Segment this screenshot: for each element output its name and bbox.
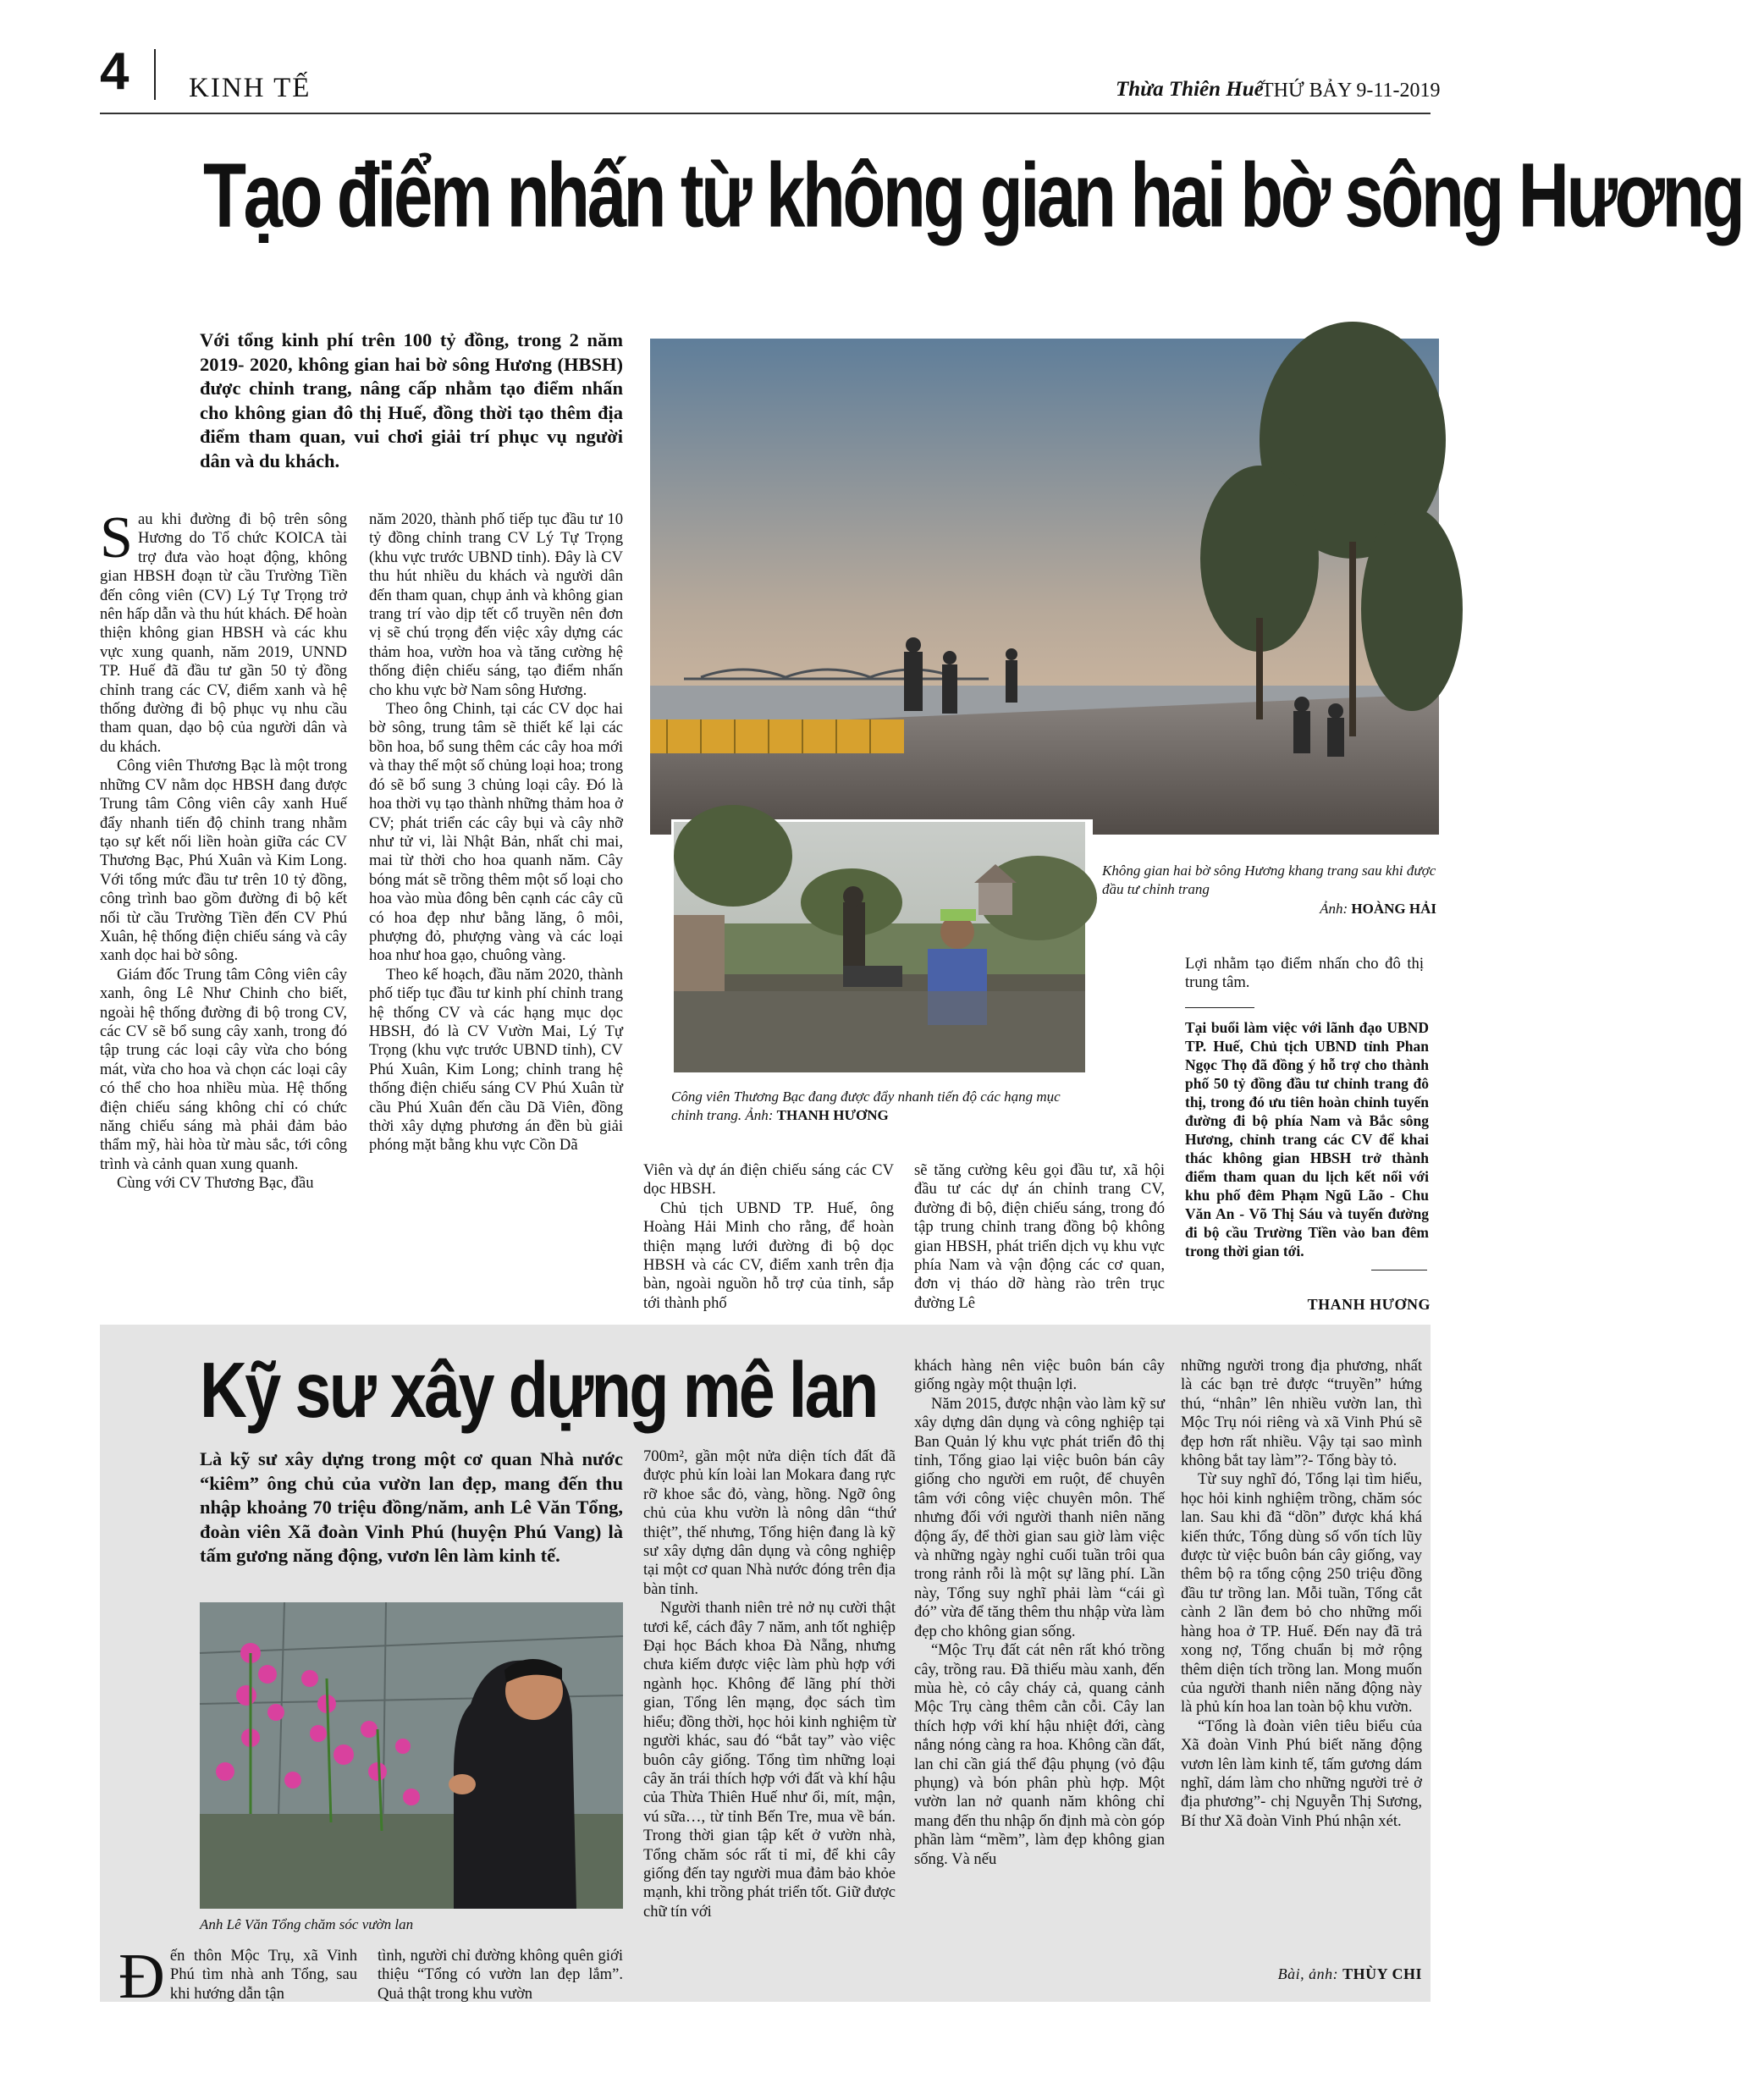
newspaper-name: Thừa Thiên Huế [1116, 78, 1264, 101]
article2-col3-paragraph-2: Người thanh niên trẻ nở nụ cười thật tươi kể, cách đây 7 năm, anh tốt nghiệp Đại học Bách khoa Đà Nẵng, nhưng chưa kiếm được việc làm phù hợp với ngành học. Không để lãng phí thời gian, Tổng lên mạng, đọc sách tìm hiểu; đồng thời, học hỏi kinh nghiệm từ người khác, sau đó “bắt tay” vào việc buôn cây giống. Tổng tìm những loại cây ăn trái thích hợp với đất và khí hậu của Thừa Thiên Huế như ổi, mít, mận, vú sữa…, từ tỉnh Bến Tre, mua về bán. Trong thời gian tập kết ở vườn nhà, Tổng chăm sóc rất tỉ mỉ, để khi cây giống đến tay người mua đảm bảo khỏe mạnh, khi trồng phát triển tốt. Giữ được chữ tín với [643, 1599, 896, 1921]
article2-column-4 [914, 1357, 1165, 1869]
article2-col5-paragraph-2: Từ suy nghĩ đó, Tổng lại tìm hiểu, học hỏi kinh nghiệm trồng, chăm sóc lan. Sau khi đã “dồn” được khá khá kiến thức, Tổng dùng số vốn tích lũy được từ việc buôn bán cây giống, vay thêm bộ ra tổng cộng 250 triệu đồng đầu tư trồng lan. Mỗi tuần, Tổng cắt cành 2 lần đem bỏ cho những mối hàng hoa ở TP. Huế. Đến nay đã trả xong nợ, Tổng chuẩn bị mở rộng thêm diện tích trồng lan. Mong muốn của người thanh niên năng động này là phủ kín hoa lan toàn bộ khu vườn. [1181, 1470, 1422, 1717]
article2-column-5 [1181, 1357, 1422, 1831]
article2-col4-paragraph-2: Năm 2015, được nhận vào làm kỹ sư xây dựng dân dụng và công nghiệp tại Ban Quản lý khu vực phát triển đô thị tỉnh, Tổng giao lại việc buôn bán cây giống cho người em ruột, để chuyên tâm với công việc chuyên môn. Thế nhưng đối với người thanh niên năng động ấy, để thời gian sau giờ làm việc và những ngày nghỉ cuối tuần trôi qua trong rảnh rỗi là một sự lãng phí. Lần này, Tổng suy nghĩ phải làm “cái gì đó” vừa để tăng thêm thu nhập vừa làm đẹp cho không gian sống. [914, 1394, 1165, 1640]
page-number: 4 [100, 42, 130, 101]
article1-column-3 [643, 1161, 894, 1313]
article2-byline: THÙY CHI [1342, 1965, 1422, 1982]
article2-lede: Là kỹ sư xây dựng trong một cơ quan Nhà nước “kiêm” ông chủ của vườn lan đẹp, mang đến thu nhập khoảng 70 triệu đồng/năm, anh Lê Văn Tổng, đoàn viên Xã đoàn Vinh Phú (huyện Phú Vang) là tấm gương năng động, vươn lên làm kinh tế. [200, 1448, 623, 1566]
article1-column-5 [1185, 955, 1424, 993]
article1-col1-paragraph-3: Giám đốc Trung tâm Công viên cây xanh, ông Lê Như Chinh cho biết, ngoài hệ thống đường đi bộ trong CV, các CV sẽ bổ sung cây xanh, trong đó tập trung các loại cây vừa cho bóng mát, vừa cho hoa và chọn các loại cây có thể cho hoa nhiều mùa. Hệ thống điện chiếu sáng không chỉ có chức năng chiếu sáng mà phải đảm bảo thẩm mỹ, hài hòa từ màu sắc, tới công trình và cảnh quan xung quanh. [100, 965, 347, 1173]
river-photo-credit-line [1253, 900, 1436, 918]
note-rule-top [1185, 1007, 1254, 1008]
article2-col1-paragraph-1 [119, 1941, 357, 2012]
river-photo-caption: Không gian hai bờ sông Hương khang trang sau khi được đầu tư chỉnh trang [1102, 863, 1436, 897]
park-photo-caption [671, 1088, 1086, 1125]
header-rule [100, 113, 1431, 114]
article2-title: Kỹ sư xây dựng mê lan [200, 1347, 877, 1435]
park-workers-illustration [674, 822, 1085, 1072]
article2-dropcap: Đ [119, 1941, 165, 2012]
article1-column-4 [914, 1161, 1165, 1313]
orchid-farmer-illustration [200, 1602, 623, 1909]
river-promenade-illustration [650, 339, 1439, 835]
article1-column-2 [369, 510, 623, 1155]
orchid-photo-caption: Anh Lê Văn Tổng chăm sóc vườn lan [200, 1916, 414, 1932]
article1-title: Tạo điểm nhấn từ không gian hai bờ sông Hương [203, 145, 1742, 246]
article2-col5-paragraph-3: “Tổng là đoàn viên tiêu biểu của Xã đoàn Vinh Phú biết năng động vươn lên làm kinh tế, tấm gương dám nghĩ, dám làm cho những người trẻ ở địa phương”- chị Nguyễn Thị Sương, Bí thư Xã đoàn Vinh Phú nhận xét. [1181, 1717, 1422, 1830]
article2-column-3 [643, 1447, 896, 1921]
thuong-bac-park-photo [671, 819, 1093, 1080]
article1-col1-paragraph-1 [100, 505, 347, 757]
article1-column-1 [100, 505, 347, 1193]
article1-dropcap: S [100, 505, 133, 570]
article2-col2-paragraph-1: tình, người chỉ đường không quên giới thiệu “Tổng có vườn lan đẹp lắm”. Quả thật trong khu vườn [378, 1947, 623, 2003]
article2-col5-paragraph-1: những người trong địa phương, nhất là các bạn trẻ được “truyền” hứng thú, “nhân” lên nhiều vườn lan, thì Mộc Trụ nói riêng và xã Vinh Phú sẽ đẹp hơn rất nhiều. Vậy tại sao mình không bắt tay làm”?- Tổng bày tỏ. [1181, 1357, 1422, 1470]
article1-col1-p1-text: au khi đường đi bộ trên sông Hương do Tổ chức KOICA tài trợ đưa vào hoạt động, không gian HBSH đoạn từ cầu Trường Tiền đến công viên (CV) Lý Tự Trọng trở nên hấp dẫn và thu hút khách. Để hoàn thiện không gian HBSH và các khu vực xung quanh, năm 2019, UNND TP. Huế đã đầu tư gần 50 tỷ đồng chỉnh trang các CV, điểm xanh và hệ thống đường đi bộ phục vụ nhu cầu tham quan, dạo bộ của người dân và du khách. [100, 510, 347, 756]
park-photo-credit-prefix: Ảnh: [745, 1107, 774, 1123]
article2-byline-prefix: Bài, ảnh: [1277, 1965, 1339, 1982]
river-photo-credit: HOÀNG HẢI [1351, 901, 1436, 917]
issue-date: THỨ BẢY 9-11-2019 [1261, 80, 1441, 102]
article1-lede: Với tổng kinh phí trên 100 tỷ đồng, trong 2 năm 2019- 2020, không gian hai bờ sông Hương (HBSH) được chỉnh trang, nâng cấp nhằm tạo điểm nhấn cho không gian đô thị Huế, đồng thời tạo thêm địa điểm tham quan, vui chơi giải trí phục vụ người dân và du khách. [200, 329, 623, 471]
article1-col1-paragraph-4: Cùng với CV Thương Bạc, đầu [117, 1174, 314, 1193]
article2-column-2 [378, 1947, 623, 2004]
article1-box-note: Tại buổi làm việc với lãnh đạo UBND TP. Huế, Chủ tịch UBND tỉnh Phan Ngọc Thọ đã đồng ý hỗ trợ cho thành phố 50 tỷ đồng đầu tư chỉnh trang đô thị, trong đó ưu tiên hoàn chỉnh tuyến đường đi bộ phía Nam và Bắc sông Hương, chỉnh trang các CV để khai thác không gian HBSH trở thành điểm tham quan du lịch kết nối với khu phố đêm Phạm Ngũ Lão - Chu Văn An - Võ Thị Sáu và tuyến đường đi bộ cầu Trường Tiền vào ban đêm trong thời gian tới. [1185, 1019, 1429, 1259]
article2-col1-p1-text: ến thôn Mộc Trụ, xã Vinh Phú tìm nhà anh Tổng, sau khi hướng dẫn tận [169, 1947, 357, 2003]
article1-col2-paragraph-1: năm 2020, thành phố tiếp tục đầu tư 10 tỷ đồng chỉnh trang CV Lý Tự Trọng (khu vực trước UBND tỉnh). Đây là CV thu hút nhiều du khách và người dân đến tham quan, chụp ảnh và không gian trang trí vào dịp tết cổ truyền nên đơn vị sẽ chú trọng đến việc xây dựng các thảm hoa, vườn hoa và tăng cường hệ thống điện chiếu sáng, tạo điểm nhấn cho khu vực bờ Nam sông Hương. [369, 510, 623, 699]
orchid-garden-photo [200, 1602, 623, 1909]
article1-col3-paragraph-2: Chủ tịch UBND TP. Huế, ông Hoàng Hải Minh cho rằng, để hoàn thiện mạng lưới đường đi bộ dọc HBSH và các CV, điểm xanh trên địa bàn, ngoài nguồn hỗ trợ của tỉnh, sắp tới thành phố [643, 1199, 894, 1312]
article2-col4-paragraph-1: khách hàng nên việc buôn bán cây giống ngày một thuận lợi. [914, 1357, 1165, 1394]
header-divider [154, 49, 156, 100]
article1-col5-paragraph-1: Lợi nhằm tạo điểm nhấn cho đô thị trung tâm. [1185, 955, 1424, 992]
article1-col4-paragraph-1: sẽ tăng cường kêu gọi đầu tư, xã hội đầu tư các dự án chỉnh trang CV, đường đi bộ, điện chiếu sáng, trong đó tập trung chỉnh trang đồng bộ không gian HBSH, phát triển dịch vụ khu vực phía Nam và vận động các cơ quan, đơn vị tháo dỡ hàng rào trên trục đường Lê [914, 1161, 1165, 1312]
park-photo-credit: THANH HƯƠNG [776, 1107, 889, 1123]
article2-column-1 [119, 1941, 357, 2012]
article1-col2-paragraph-3: Theo kế hoạch, đầu năm 2020, thành phố tiếp tục đầu tư kinh phí chỉnh trang hệ thống CV và các hạng mục dọc HBSH, đó là CV Vườn Mai, Lý Tự Trọng (khu vực trước UBND tỉnh), CV Phú Xuân, Kim Long; chỉnh trang hệ thống điện chiếu sáng CV Phú Xuân từ cầu Phú Xuân đến cầu Dã Viên, đồng thời xây dựng phương án đền bù giải phóng mặt bằng khu vực Cồn Dã [369, 965, 623, 1155]
river-photo-credit-prefix: Ảnh: [1320, 901, 1348, 917]
section-label: KINH TẾ [189, 73, 311, 103]
park-photo-caption-text: Công viên Thương Bạc đang được đẩy nhanh tiến độ các hạng mục chỉnh trang. [671, 1089, 1061, 1123]
river-promenade-photo [650, 339, 1439, 835]
article2-col3-paragraph-1: 700m², gần một nửa diện tích đất đã được phủ kín loài lan Mokara đang rực rỡ khoe sắc đỏ, vàng, hồng. Ngỡ ông chủ của khu vườn là nông dân “thứ thiệt”, thế nhưng, Tổng hiện đang là kỹ sư xây dựng dân dụng và công nghiệp tại một cơ quan Nhà nước đóng trên địa bàn tỉnh. [643, 1447, 896, 1598]
article1-byline: THANH HƯƠNG [1307, 1296, 1431, 1313]
article1-col2-paragraph-2: Theo ông Chinh, tại các CV dọc hai bờ sông, trung tâm sẽ thiết kế lại các bồn hoa, bổ sung thêm các cây hoa mới và thay thế một số chủng loại hoa; trong đó sẽ bổ sung 3 chủng loại cây. Đó là hoa thời vụ tạo thành những thảm hoa ở CV; phát triển các cây bụi và cây nhỡ như tử vi, lài Nhật Bản, nhất chi mai, mai từ thời cho hoa quanh năm. Cây bóng mát sẽ trồng thêm một số loại cho hoa vào mùa đông bên cạnh các cây cũ có hoa đẹp như bằng lăng, ô môi, phượng đỏ, phượng vàng và các loại hoa như hoa gạo, chuông vàng. [369, 700, 623, 965]
article2-col4-paragraph-3: “Mộc Trụ đất cát nên rất khó trồng cây, trồng rau. Đã thiếu màu xanh, đến mùa hè, cỏ cây cháy cả, quang cảnh Mộc Trụ càng thêm cằn cỗi. Cây lan thích hợp với khí hậu nhiệt đới, càng nắng nóng càng ra hoa. Không cần đất, lan chỉ cần giá thể đậu phụng (vỏ đậu phụng) và bón phân phù hợp. Một vườn lan nở quanh năm không chỉ mang đến thu nhập ổn định mà còn góp phần làm “mềm”, làm đẹp không gian sống. Và nếu [914, 1641, 1165, 1868]
article1-col3-paragraph-1: Viên và dự án điện chiếu sáng các CV dọc HBSH. [643, 1161, 894, 1199]
article2-byline-line [1185, 1965, 1422, 1983]
article1-col1-paragraph-2: Công viên Thương Bạc là một trong những CV nằm dọc HBSH đang được Trung tâm Công viên cây xanh Huế đẩy nhanh tiến độ chỉnh trang nhằm tạo sự kết nối liền hoàn giữa các CV Thương Bạc, Phú Xuân và Kim Long. Với tổng mức đầu tư trên 10 tỷ đồng, công trình bao gồm đường đi bộ kết nối từ cầu Trường Tiền đến CV Phú Xuân, hệ thống điện chiếu sáng và cây xanh dọc hai bờ sông. [100, 757, 347, 965]
